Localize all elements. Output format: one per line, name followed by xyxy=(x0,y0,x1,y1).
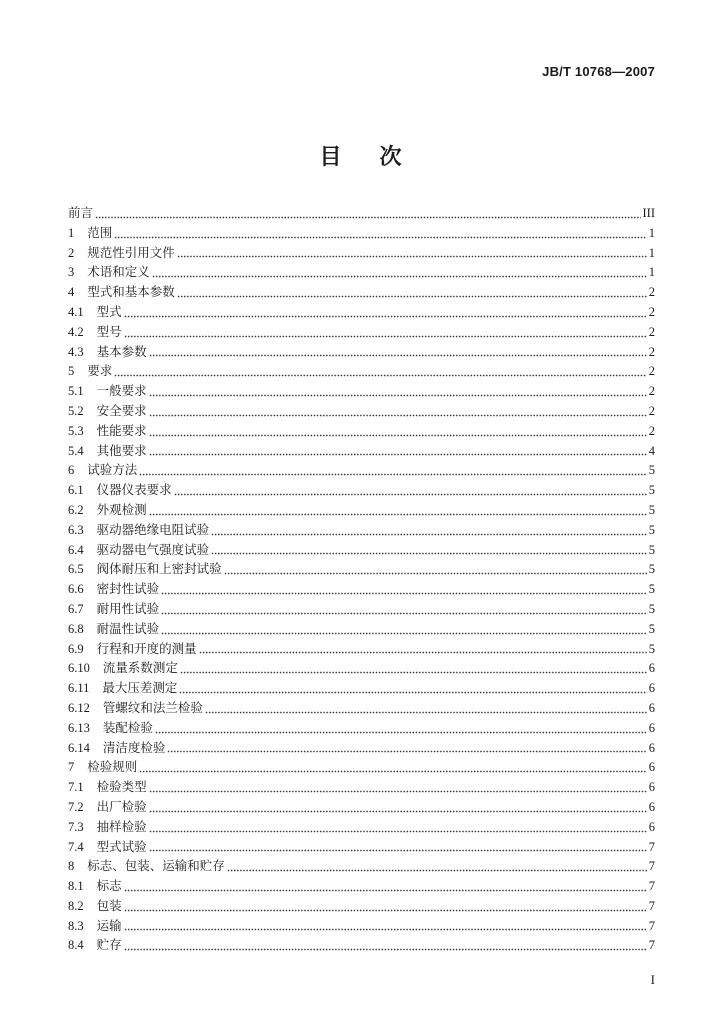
toc-entry-number: 5.4 xyxy=(68,443,84,458)
toc-entry-page: 2 xyxy=(648,384,655,399)
dot-leader xyxy=(149,810,647,813)
toc-entry-page: 5 xyxy=(648,483,655,498)
toc-entry-number: 7 xyxy=(68,760,75,775)
toc-entry[interactable] xyxy=(68,323,655,343)
toc-entry-number: 7.3 xyxy=(68,819,84,834)
toc-entry-page: 5 xyxy=(648,621,655,636)
toc-entry[interactable] xyxy=(68,521,655,541)
dot-leader xyxy=(180,671,647,674)
toc-entry-title: 装配检验 xyxy=(102,720,153,735)
dot-leader xyxy=(224,572,647,575)
toc-entry[interactable] xyxy=(68,877,655,897)
toc-entry-title: 一般要求 xyxy=(96,384,147,399)
toc-entry-number: 6.6 xyxy=(68,582,84,597)
dot-leader xyxy=(149,453,647,456)
toc-entry-page: 7 xyxy=(648,839,655,854)
page-title: 目 次 xyxy=(319,145,410,170)
toc-entry-page: 4 xyxy=(648,443,655,458)
toc-entry-page: 2 xyxy=(648,403,655,418)
table-of-contents xyxy=(68,204,655,956)
dot-leader xyxy=(95,216,640,219)
page-number: I xyxy=(650,972,655,987)
toc-entry-number: 6 xyxy=(68,463,75,478)
toc-entry[interactable] xyxy=(68,620,655,640)
toc-entry-number: 4.3 xyxy=(68,344,84,359)
toc-entry-title: 仪器仪表要求 xyxy=(96,483,172,498)
toc-entry-number: 2 xyxy=(68,245,75,260)
toc-entry-page: 6 xyxy=(648,720,655,735)
dot-leader xyxy=(124,889,647,892)
toc-entry-page: 6 xyxy=(648,760,655,775)
toc-entry-title: 管螺纹和法兰检验 xyxy=(102,700,203,715)
toc-entry-page: 2 xyxy=(648,364,655,379)
toc-entry-page: 6 xyxy=(648,700,655,715)
toc-entry-page: 6 xyxy=(648,799,655,814)
toc-entry-page: 5 xyxy=(648,582,655,597)
toc-entry-title: 流量系数测定 xyxy=(102,661,178,676)
toc-entry-page: 2 xyxy=(648,344,655,359)
toc-entry-title: 耐温性试验 xyxy=(96,621,160,636)
dot-leader xyxy=(161,592,647,595)
toc-entry-title: 标志 xyxy=(96,879,122,894)
dot-leader xyxy=(124,909,647,912)
toc-entry[interactable] xyxy=(68,461,655,481)
toc-entry-title: 最大压差测定 xyxy=(102,681,178,696)
toc-entry-page: 7 xyxy=(648,898,655,913)
toc-entry[interactable] xyxy=(68,897,655,917)
dot-leader xyxy=(149,830,647,833)
toc-entry-number: 8.3 xyxy=(68,918,84,933)
toc-entry[interactable] xyxy=(68,857,655,877)
toc-entry-number: 5.2 xyxy=(68,403,84,418)
toc-entry[interactable] xyxy=(68,263,655,283)
toc-entry[interactable] xyxy=(68,917,655,937)
toc-entry-page: 2 xyxy=(648,423,655,438)
toc-entry-page: 2 xyxy=(648,324,655,339)
toc-entry[interactable] xyxy=(68,402,655,422)
toc-entry-title: 型号 xyxy=(96,324,122,339)
dot-leader xyxy=(124,315,647,318)
dot-leader xyxy=(161,612,647,615)
toc-entry-title: 术语和定义 xyxy=(87,265,150,280)
toc-entry-page: 6 xyxy=(648,740,655,755)
toc-entry[interactable] xyxy=(68,659,655,679)
dot-leader xyxy=(211,552,647,555)
toc-entry-number: 6.11 xyxy=(68,681,90,696)
toc-entry-title: 行程和开度的测量 xyxy=(96,641,197,656)
dot-leader xyxy=(179,691,646,694)
toc-entry-page: III xyxy=(642,206,655,220)
toc-entry[interactable] xyxy=(68,362,655,382)
toc-entry-number: 6.5 xyxy=(68,562,84,577)
dot-leader xyxy=(174,493,647,496)
toc-entry-title: 型式试验 xyxy=(96,839,147,854)
toc-entry-page: 1 xyxy=(648,265,655,280)
dot-leader xyxy=(114,374,646,377)
toc-entry[interactable] xyxy=(68,224,655,244)
toc-entry[interactable] xyxy=(68,560,655,580)
toc-entry-page: 7 xyxy=(648,879,655,894)
toc-entry-page: 5 xyxy=(648,641,655,656)
toc-entry-title: 其他要求 xyxy=(96,443,147,458)
dot-leader xyxy=(124,335,647,338)
toc-entry[interactable] xyxy=(68,244,655,264)
toc-entry-number: 6.14 xyxy=(68,740,90,755)
dot-leader xyxy=(155,731,647,734)
toc-entry[interactable] xyxy=(68,699,655,719)
toc-entry-number: 6.8 xyxy=(68,621,84,636)
toc-entry-number: 5.1 xyxy=(68,384,84,399)
toc-entry-page: 2 xyxy=(648,304,655,319)
toc-entry[interactable] xyxy=(68,739,655,759)
standard-number: JB/T 10768—2007 xyxy=(542,64,655,79)
toc-entry-title: 要求 xyxy=(87,364,113,379)
dot-leader xyxy=(205,711,647,714)
toc-entry-title: 外观检测 xyxy=(96,502,147,517)
toc-entry-number: 6.4 xyxy=(68,542,84,557)
toc-entry[interactable] xyxy=(68,679,655,699)
toc-entry-title: 密封性试验 xyxy=(96,582,160,597)
toc-entry-title: 检验规则 xyxy=(87,760,138,775)
toc-entry-page: 1 xyxy=(648,225,655,240)
toc-entry[interactable] xyxy=(68,422,655,442)
toc-entry-page: 5 xyxy=(648,502,655,517)
toc-entry-page: 5 xyxy=(648,601,655,616)
toc-entry-title: 包装 xyxy=(96,898,122,913)
toc-entry[interactable] xyxy=(68,758,655,778)
toc-entry-number: 4.2 xyxy=(68,324,84,339)
toc-entry-number: 4.1 xyxy=(68,304,84,319)
toc-entry-title: 性能要求 xyxy=(96,423,147,438)
toc-entry-number: 8.4 xyxy=(68,938,84,953)
toc-entry[interactable] xyxy=(68,481,655,501)
toc-entry[interactable] xyxy=(68,640,655,660)
toc-entry-title: 检验类型 xyxy=(96,780,147,795)
toc-entry[interactable] xyxy=(68,501,655,521)
dot-leader xyxy=(152,275,647,278)
toc-entry-number: 7.4 xyxy=(68,839,84,854)
toc-entry-page: 7 xyxy=(648,859,655,874)
dot-leader xyxy=(199,651,647,654)
toc-entry-number: 1 xyxy=(68,225,75,240)
toc-entry-page: 7 xyxy=(648,918,655,933)
dot-leader xyxy=(124,928,647,931)
toc-entry[interactable] xyxy=(68,541,655,561)
toc-entry-title: 前言 xyxy=(68,206,94,220)
dot-leader xyxy=(149,394,647,397)
toc-entry-page: 5 xyxy=(648,522,655,537)
toc-entry-number: 4 xyxy=(68,285,75,300)
toc-entry-title: 标志、包装、运输和贮存 xyxy=(87,859,225,874)
toc-entry-number: 6.2 xyxy=(68,502,84,517)
toc-entry-page: 7 xyxy=(648,938,655,953)
dot-leader xyxy=(227,869,647,872)
toc-entry[interactable] xyxy=(68,382,655,402)
toc-entry-page: 6 xyxy=(648,661,655,676)
toc-entry-title: 运输 xyxy=(96,918,122,933)
toc-entry-title: 范围 xyxy=(87,225,113,240)
toc-entry-title: 安全要求 xyxy=(96,403,147,418)
dot-leader xyxy=(177,295,647,298)
toc-entry[interactable] xyxy=(68,798,655,818)
toc-entry[interactable] xyxy=(68,580,655,600)
dot-leader xyxy=(139,770,646,773)
toc-entry[interactable] xyxy=(68,838,655,858)
toc-entry-number: 6.7 xyxy=(68,601,84,616)
toc-entry[interactable] xyxy=(68,936,655,956)
dot-leader xyxy=(149,414,647,417)
toc-entry-title: 出厂检验 xyxy=(96,799,147,814)
toc-entry-title: 基本参数 xyxy=(96,344,147,359)
dot-leader xyxy=(167,750,646,753)
toc-entry-page: 5 xyxy=(648,463,655,478)
toc-entry-title: 驱动器电气强度试验 xyxy=(96,542,210,557)
toc-entry[interactable] xyxy=(68,442,655,462)
toc-entry-page: 6 xyxy=(648,681,655,696)
toc-entry-title: 清洁度检验 xyxy=(102,740,166,755)
toc-entry-page: 6 xyxy=(648,819,655,834)
toc-entry-title: 贮存 xyxy=(96,938,122,953)
toc-entry-title: 驱动器绝缘电阻试验 xyxy=(96,522,210,537)
dot-leader xyxy=(177,255,647,258)
toc-entry[interactable] xyxy=(68,778,655,798)
toc-entry-page: 5 xyxy=(648,542,655,557)
toc-entry-number: 6.12 xyxy=(68,700,90,715)
toc-entry[interactable] xyxy=(68,818,655,838)
dot-leader xyxy=(149,790,647,793)
dot-leader xyxy=(149,849,647,852)
toc-entry[interactable] xyxy=(68,719,655,739)
toc-entry-number: 3 xyxy=(68,265,75,280)
toc-entry-number: 7.2 xyxy=(68,799,84,814)
dot-leader xyxy=(149,354,647,357)
dot-leader xyxy=(161,632,647,635)
toc-entry-title: 试验方法 xyxy=(87,463,138,478)
toc-entry-title: 耐用性试验 xyxy=(96,601,160,616)
toc-entry-title: 阀体耐压和上密封试验 xyxy=(96,562,222,577)
toc-entry-title: 抽样检验 xyxy=(96,819,147,834)
dot-leader xyxy=(149,513,647,516)
toc-entry-page: 1 xyxy=(648,245,655,260)
dot-leader xyxy=(124,948,647,951)
toc-entry[interactable] xyxy=(68,600,655,620)
dot-leader xyxy=(114,236,646,239)
dot-leader xyxy=(211,533,647,536)
toc-entry-number: 8 xyxy=(68,859,75,874)
toc-entry[interactable] xyxy=(68,303,655,323)
toc-entry-number: 6.10 xyxy=(68,661,90,676)
toc-entry-number: 6.9 xyxy=(68,641,84,656)
dot-leader xyxy=(139,473,646,476)
toc-entry-number: 8.1 xyxy=(68,879,84,894)
toc-entry-page: 6 xyxy=(648,780,655,795)
toc-entry-number: 6.3 xyxy=(68,522,84,537)
toc-entry[interactable] xyxy=(68,283,655,303)
toc-entry-number: 6.13 xyxy=(68,720,90,735)
toc-entry-page: 2 xyxy=(648,285,655,300)
dot-leader xyxy=(149,434,647,437)
toc-entry-number: 5.3 xyxy=(68,423,84,438)
toc-entry-page: 5 xyxy=(648,562,655,577)
toc-entry-number: 6.1 xyxy=(68,483,84,498)
toc-entry-title: 型式 xyxy=(96,304,122,319)
toc-entry-number: 8.2 xyxy=(68,898,84,913)
toc-entry-number: 5 xyxy=(68,364,75,379)
toc-entry[interactable] xyxy=(68,343,655,363)
toc-entry-title: 型式和基本参数 xyxy=(87,285,175,300)
toc-entry-number: 7.1 xyxy=(68,780,84,795)
toc-entry[interactable] xyxy=(68,204,655,224)
toc-entry-title: 规范性引用文件 xyxy=(87,245,175,260)
